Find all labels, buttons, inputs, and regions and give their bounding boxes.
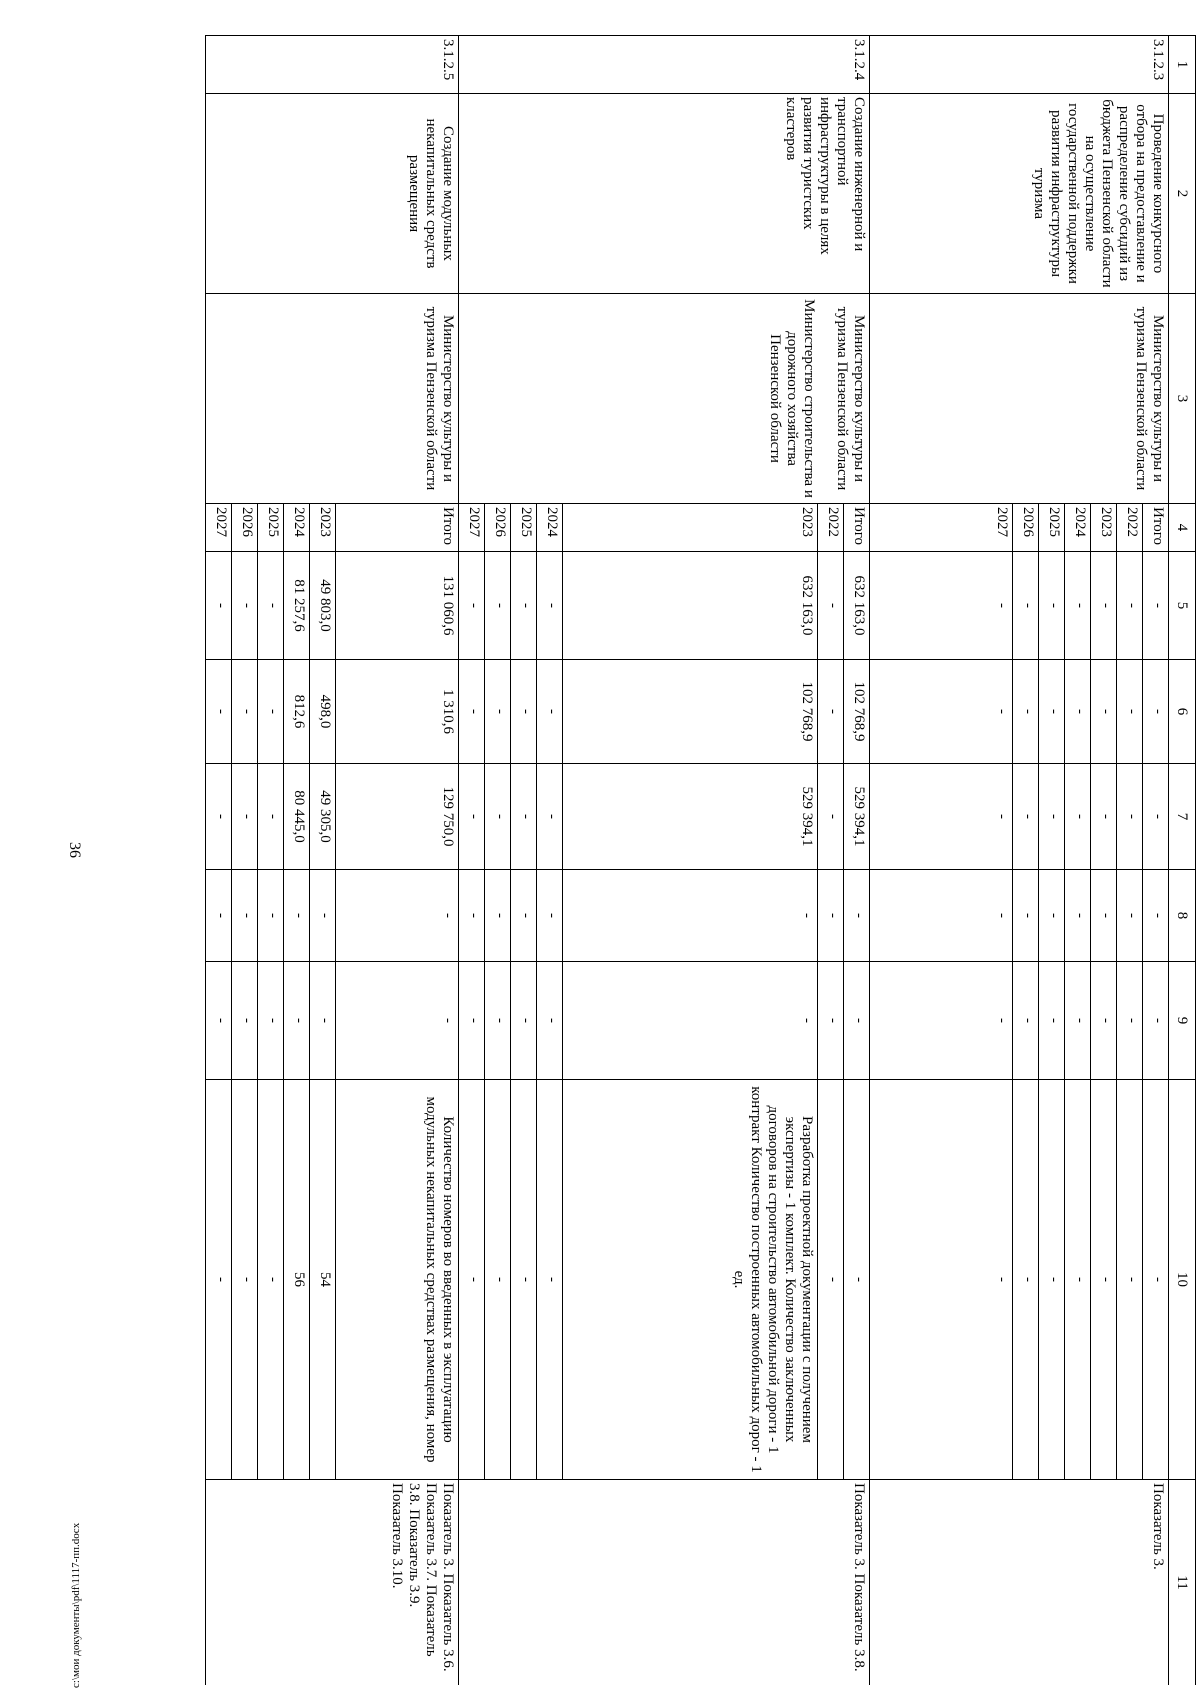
value-cell: - [336, 870, 459, 962]
value-cell: - [563, 962, 818, 1080]
value-cell: - [844, 962, 870, 1080]
value-cell: - [511, 870, 537, 962]
value-cell: - [1013, 870, 1039, 962]
year-cell: 2026 [1013, 504, 1039, 552]
value-cell: - [870, 660, 1013, 764]
year-cell: 2027 [459, 504, 485, 552]
executor: Министерство культуры и туризма Пензенской области [870, 294, 1169, 504]
value-cell: - [258, 660, 284, 764]
value-cell: - [206, 1080, 232, 1480]
value-cell: - [537, 552, 563, 660]
value-cell: - [1039, 660, 1065, 764]
value-cell: - [485, 1080, 511, 1480]
value-cell: - [284, 870, 310, 962]
executor-2: Министерство строительства и дорожного хозяйства Пензенской области [767, 299, 817, 498]
value-cell: - [485, 764, 511, 870]
value-cell: - [206, 962, 232, 1080]
value-cell: - [459, 962, 485, 1080]
indicator-cell: Показатель 3. Показатель 3.6. Показатель 3.7. Показатель 3.8. Показатель 3.9. Показатель 3.10. [206, 1480, 459, 1686]
value-cell: - [1065, 1080, 1091, 1480]
value-cell: - [844, 870, 870, 962]
value-cell: - [232, 552, 258, 660]
year-cell: Итого [844, 504, 870, 552]
value-cell: - [870, 1080, 1013, 1480]
value-cell: - [232, 870, 258, 962]
year-cell: Итого [336, 504, 459, 552]
col-7-header: 7 [1169, 764, 1196, 870]
executor: Министерство культуры и туризма Пензенской области [206, 294, 459, 504]
col-1-header: 1 [1169, 36, 1196, 94]
row-code: 3.1.2.4 [459, 36, 870, 94]
value-cell: - [1091, 660, 1117, 764]
value-cell: - [1091, 552, 1117, 660]
value-cell: - [537, 660, 563, 764]
value-cell: - [1091, 764, 1117, 870]
value-cell: - [1013, 552, 1039, 660]
table-row [336, 36, 459, 1686]
year-cell: 2023 [310, 504, 336, 552]
value-cell: 49 803,0 [310, 552, 336, 660]
value-cell: - [511, 962, 537, 1080]
value-cell: - [1143, 764, 1169, 870]
col-11-header: 11 [1169, 1480, 1196, 1686]
page-number: 36 [66, 842, 83, 858]
value-cell: - [206, 660, 232, 764]
value-cell: - [485, 870, 511, 962]
value-cell: - [206, 870, 232, 962]
value-cell: - [485, 660, 511, 764]
col-4-header: 4 [1169, 504, 1196, 552]
value-cell: - [1143, 660, 1169, 764]
activity-name: Проведение конкурсного отбора на предоставление и распределение субсидий из бюджета Пензенской области на осуществление государственной поддержки развития инфраструктуры туризма [870, 94, 1169, 294]
value-cell: - [1143, 552, 1169, 660]
col-10-header: 10 [1169, 1080, 1196, 1480]
value-cell: 1 310,6 [336, 660, 459, 764]
value-cell: - [1117, 1080, 1143, 1480]
value-cell: - [258, 552, 284, 660]
value-cell: - [1065, 962, 1091, 1080]
value-cell: - [1039, 764, 1065, 870]
year-cell: 2027 [870, 504, 1013, 552]
col-2-header: 2 [1169, 94, 1196, 294]
value-cell: 131 060,6 [336, 552, 459, 660]
value-cell: - [870, 962, 1013, 1080]
value-cell: - [1013, 764, 1039, 870]
value-cell: - [511, 660, 537, 764]
rotated-table-wrapper [173, 35, 1196, 1685]
year-cell: 2025 [258, 504, 284, 552]
value-cell: - [818, 870, 844, 962]
value-cell: 632 163,0 [844, 552, 870, 660]
value-cell: - [1039, 870, 1065, 962]
executor [459, 294, 870, 504]
year-cell: 2026 [485, 504, 511, 552]
value-cell: - [870, 764, 1013, 870]
value-cell: 80 445,0 [284, 764, 310, 870]
value-cell: - [1065, 660, 1091, 764]
year-cell: Итого [1143, 504, 1169, 552]
value-cell: 498,0 [310, 660, 336, 764]
value-cell: - [1143, 962, 1169, 1080]
year-cell: 2022 [1117, 504, 1143, 552]
value-cell: 812,6 [284, 660, 310, 764]
value-cell: - [232, 1080, 258, 1480]
value-cell: - [206, 764, 232, 870]
table-landscape-container [173, 35, 1196, 1685]
value-cell: - [1091, 962, 1117, 1080]
year-cell: 2024 [1065, 504, 1091, 552]
value-cell: - [511, 552, 537, 660]
value-cell: - [284, 962, 310, 1080]
value-cell: - [310, 962, 336, 1080]
value-cell: - [258, 870, 284, 962]
value-cell: - [844, 1080, 870, 1480]
value-cell: - [1117, 764, 1143, 870]
value-cell: - [336, 962, 459, 1080]
col-6-header: 6 [1169, 660, 1196, 764]
value-cell: 529 394,1 [844, 764, 870, 870]
value-cell: - [511, 764, 537, 870]
value-cell: - [1039, 1080, 1065, 1480]
value-cell: - [1065, 764, 1091, 870]
value-cell: - [1117, 552, 1143, 660]
value-cell: - [459, 870, 485, 962]
value-cell: - [1091, 870, 1117, 962]
table-row [1143, 36, 1169, 1686]
value-cell: - [232, 660, 258, 764]
year-cell: 2025 [511, 504, 537, 552]
value-cell: - [870, 552, 1013, 660]
value-cell: 529 394,1 [563, 764, 818, 870]
value-cell: - [1091, 1080, 1117, 1480]
footer-file-path: c:\мои документы\pdf\1117-пп.docx [70, 1522, 82, 1688]
value-cell: - [870, 870, 1013, 962]
value-cell: - [1117, 962, 1143, 1080]
year-cell: 2026 [232, 504, 258, 552]
value-cell: 49 305,0 [310, 764, 336, 870]
value-cell: 56 [284, 1080, 310, 1480]
value-cell: - [310, 870, 336, 962]
value-cell: - [563, 870, 818, 962]
value-cell: - [232, 962, 258, 1080]
year-cell: 2023 [1091, 504, 1117, 552]
value-cell: - [1013, 1080, 1039, 1480]
value-cell: - [818, 1080, 844, 1480]
result-description: Разработка проектной документации с получением экспертизы - 1 комплект. Количество заключенных договоров на строительство автомобильной дороги - 1 контракт Количество построенных автомобильных дорог - 1 ед. [563, 1080, 818, 1480]
value-cell: - [537, 764, 563, 870]
year-cell: 2024 [537, 504, 563, 552]
row-code: 3.1.2.3 [870, 36, 1169, 94]
year-cell: 2025 [1039, 504, 1065, 552]
value-cell: - [1143, 870, 1169, 962]
value-cell: - [537, 870, 563, 962]
activity-name: Создание модульных некапитальных средств размещения [206, 94, 459, 294]
col-9-header: 9 [1169, 962, 1196, 1080]
year-cell: 2027 [206, 504, 232, 552]
value-cell: 102 768,9 [844, 660, 870, 764]
value-cell: - [258, 1080, 284, 1480]
program-activities-table [205, 35, 1196, 1685]
value-cell: - [459, 552, 485, 660]
value-cell: 632 163,0 [563, 552, 818, 660]
value-cell: - [1039, 552, 1065, 660]
value-cell: - [1143, 1080, 1169, 1480]
indicator-cell: Показатель 3. Показатель 3.8. [459, 1480, 870, 1686]
value-cell: - [459, 764, 485, 870]
value-cell: - [485, 962, 511, 1080]
value-cell: 129 750,0 [336, 764, 459, 870]
value-cell: - [258, 962, 284, 1080]
value-cell: - [537, 962, 563, 1080]
col-5-header: 5 [1169, 552, 1196, 660]
table-row [844, 36, 870, 1686]
value-cell: - [1065, 870, 1091, 962]
value-cell: - [485, 552, 511, 660]
value-cell: - [818, 764, 844, 870]
value-cell: 102 768,9 [563, 660, 818, 764]
value-cell: - [537, 1080, 563, 1480]
value-cell: - [1013, 962, 1039, 1080]
value-cell: 81 257,6 [284, 552, 310, 660]
value-cell: - [1117, 660, 1143, 764]
value-cell: - [1065, 552, 1091, 660]
value-cell: - [206, 552, 232, 660]
value-cell: - [1039, 962, 1065, 1080]
activity-name: Создание инженерной и транспортной инфраструктуры в целях развития туристских кластеров [459, 94, 870, 294]
value-cell: - [818, 552, 844, 660]
value-cell: - [1117, 870, 1143, 962]
value-cell: - [459, 660, 485, 764]
year-cell: 2023 [563, 504, 818, 552]
value-cell: - [232, 764, 258, 870]
indicator-cell: Показатель 3. [870, 1480, 1169, 1686]
value-cell: - [818, 660, 844, 764]
value-cell: - [459, 1080, 485, 1480]
header-row [1169, 36, 1196, 1686]
result-description: Количество номеров во введенных в эксплуатацию модульных некапитальных средствах размещения, номер [336, 1080, 459, 1480]
value-cell: 54 [310, 1080, 336, 1480]
col-3-header: 3 [1169, 294, 1196, 504]
value-cell: - [258, 764, 284, 870]
value-cell: - [818, 962, 844, 1080]
value-cell: - [511, 1080, 537, 1480]
value-cell: - [1013, 660, 1039, 764]
year-cell: 2022 [818, 504, 844, 552]
executor-1: Министерство культуры и туризма Пензенской области [834, 306, 867, 491]
year-cell: 2024 [284, 504, 310, 552]
row-code: 3.1.2.5 [206, 36, 459, 94]
col-8-header: 8 [1169, 870, 1196, 962]
